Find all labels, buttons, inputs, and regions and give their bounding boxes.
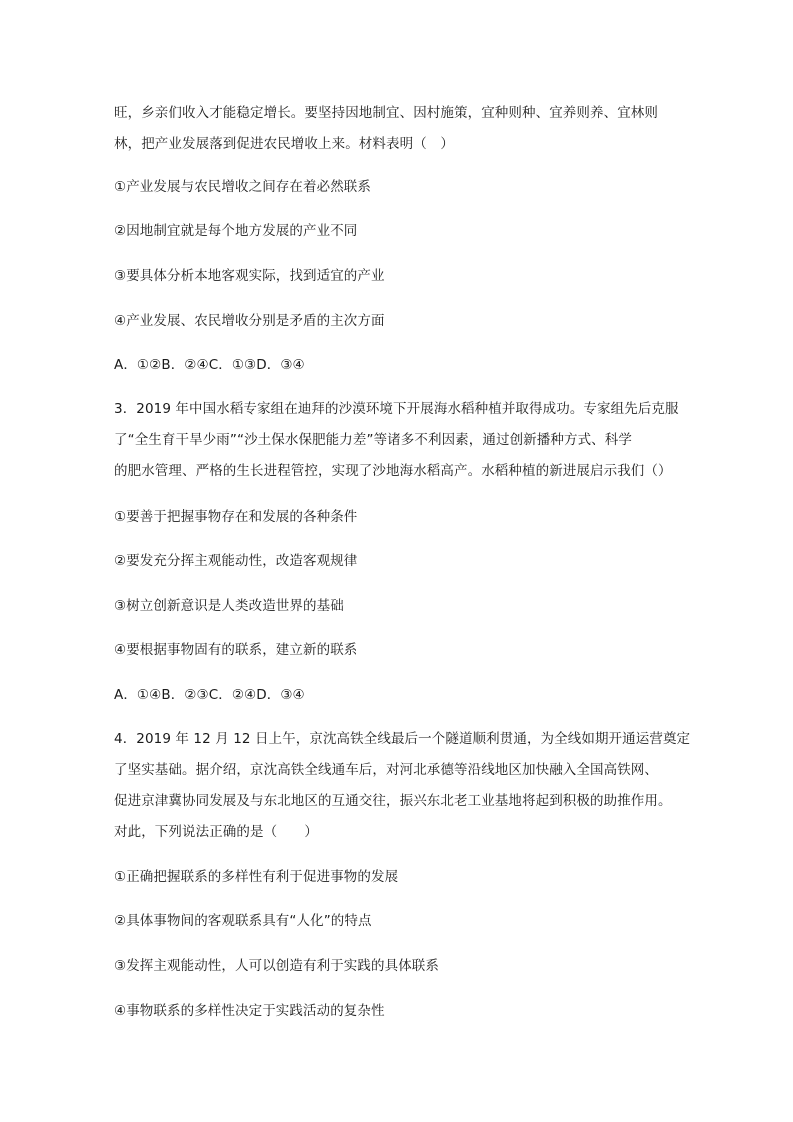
q3-option-4: ④要根据事物固有的联系，建立新的联系: [114, 642, 358, 658]
q3-stem-line-3: 的肥水管理、严格的生长进程管控，实现了沙地海水稻高产。水稻种植的新进展启示我们（）: [114, 463, 672, 479]
q3-stem-line-2: 了“全生育干旱少雨”“沙土保水保肥能力差”等诸多不利因素，通过创新播种方式、科学: [114, 432, 632, 448]
q3-stem-line-1: 3．2019 年中国水稻专家组在迪拜的沙漠环境下开展海水稻种植并取得成功。专家组先后克服: [114, 401, 679, 417]
q3-option-2: ②要发充分挥主观能动性，改造客观规律: [114, 553, 358, 569]
q2-stem-line-2: 林，把产业发展落到促进农民增收上来。材料表明（ ）: [114, 136, 454, 152]
q4-option-1: ①正确把握联系的多样性有利于促进事物的发展: [114, 869, 399, 885]
q2-option-4: ④产业发展、农民增收分别是矛盾的主次方面: [114, 313, 385, 329]
q4-stem-line-2: 了坚实基础。据介绍，京沈高铁全线通车后，对河北承德等沿线地区加快融入全国高铁网、: [114, 762, 658, 778]
q3-option-1: ①要善于把握事物存在和发展的各种条件: [114, 509, 358, 525]
q4-stem-line-3: 促进京津冀协同发展及与东北地区的互通交往，振兴东北老工业基地将起到积极的助推作用。: [114, 793, 672, 809]
q4-stem-line-4: 对此，下列说法正确的是（ ）: [114, 824, 318, 840]
q2-choices: A．①②B．②④C．①③D．③④: [114, 357, 305, 373]
q2-stem-line-1: 旺，乡亲们收入才能稳定增长。要坚持因地制宜、因村施策，宜种则种、宜养则养、宜林则: [114, 105, 658, 121]
q4-stem-line-1: 4．2019 年 12 月 12 日上午，京沈高铁全线最后一个隧道顺利贯通，为全线如期开通运营奠定: [114, 731, 691, 747]
q2-option-1: ①产业发展与农民增收之间存在着必然联系: [114, 179, 372, 195]
q4-option-3: ③发挥主观能动性，人可以创造有利于实践的具体联系: [114, 958, 440, 974]
q3-option-3: ③树立创新意识是人类改造世界的基础: [114, 598, 344, 614]
q2-option-2: ②因地制宜就是每个地方发展的产业不同: [114, 223, 358, 239]
q2-option-3: ③要具体分析本地客观实际，找到适宜的产业: [114, 268, 385, 284]
q3-choices: A．①④B．②③C．②④D．③④: [114, 687, 305, 703]
q4-option-2: ②具体事物间的客观联系具有“人化”的特点: [114, 913, 372, 929]
q4-option-4: ④事物联系的多样性决定于实践活动的复杂性: [114, 1003, 385, 1019]
